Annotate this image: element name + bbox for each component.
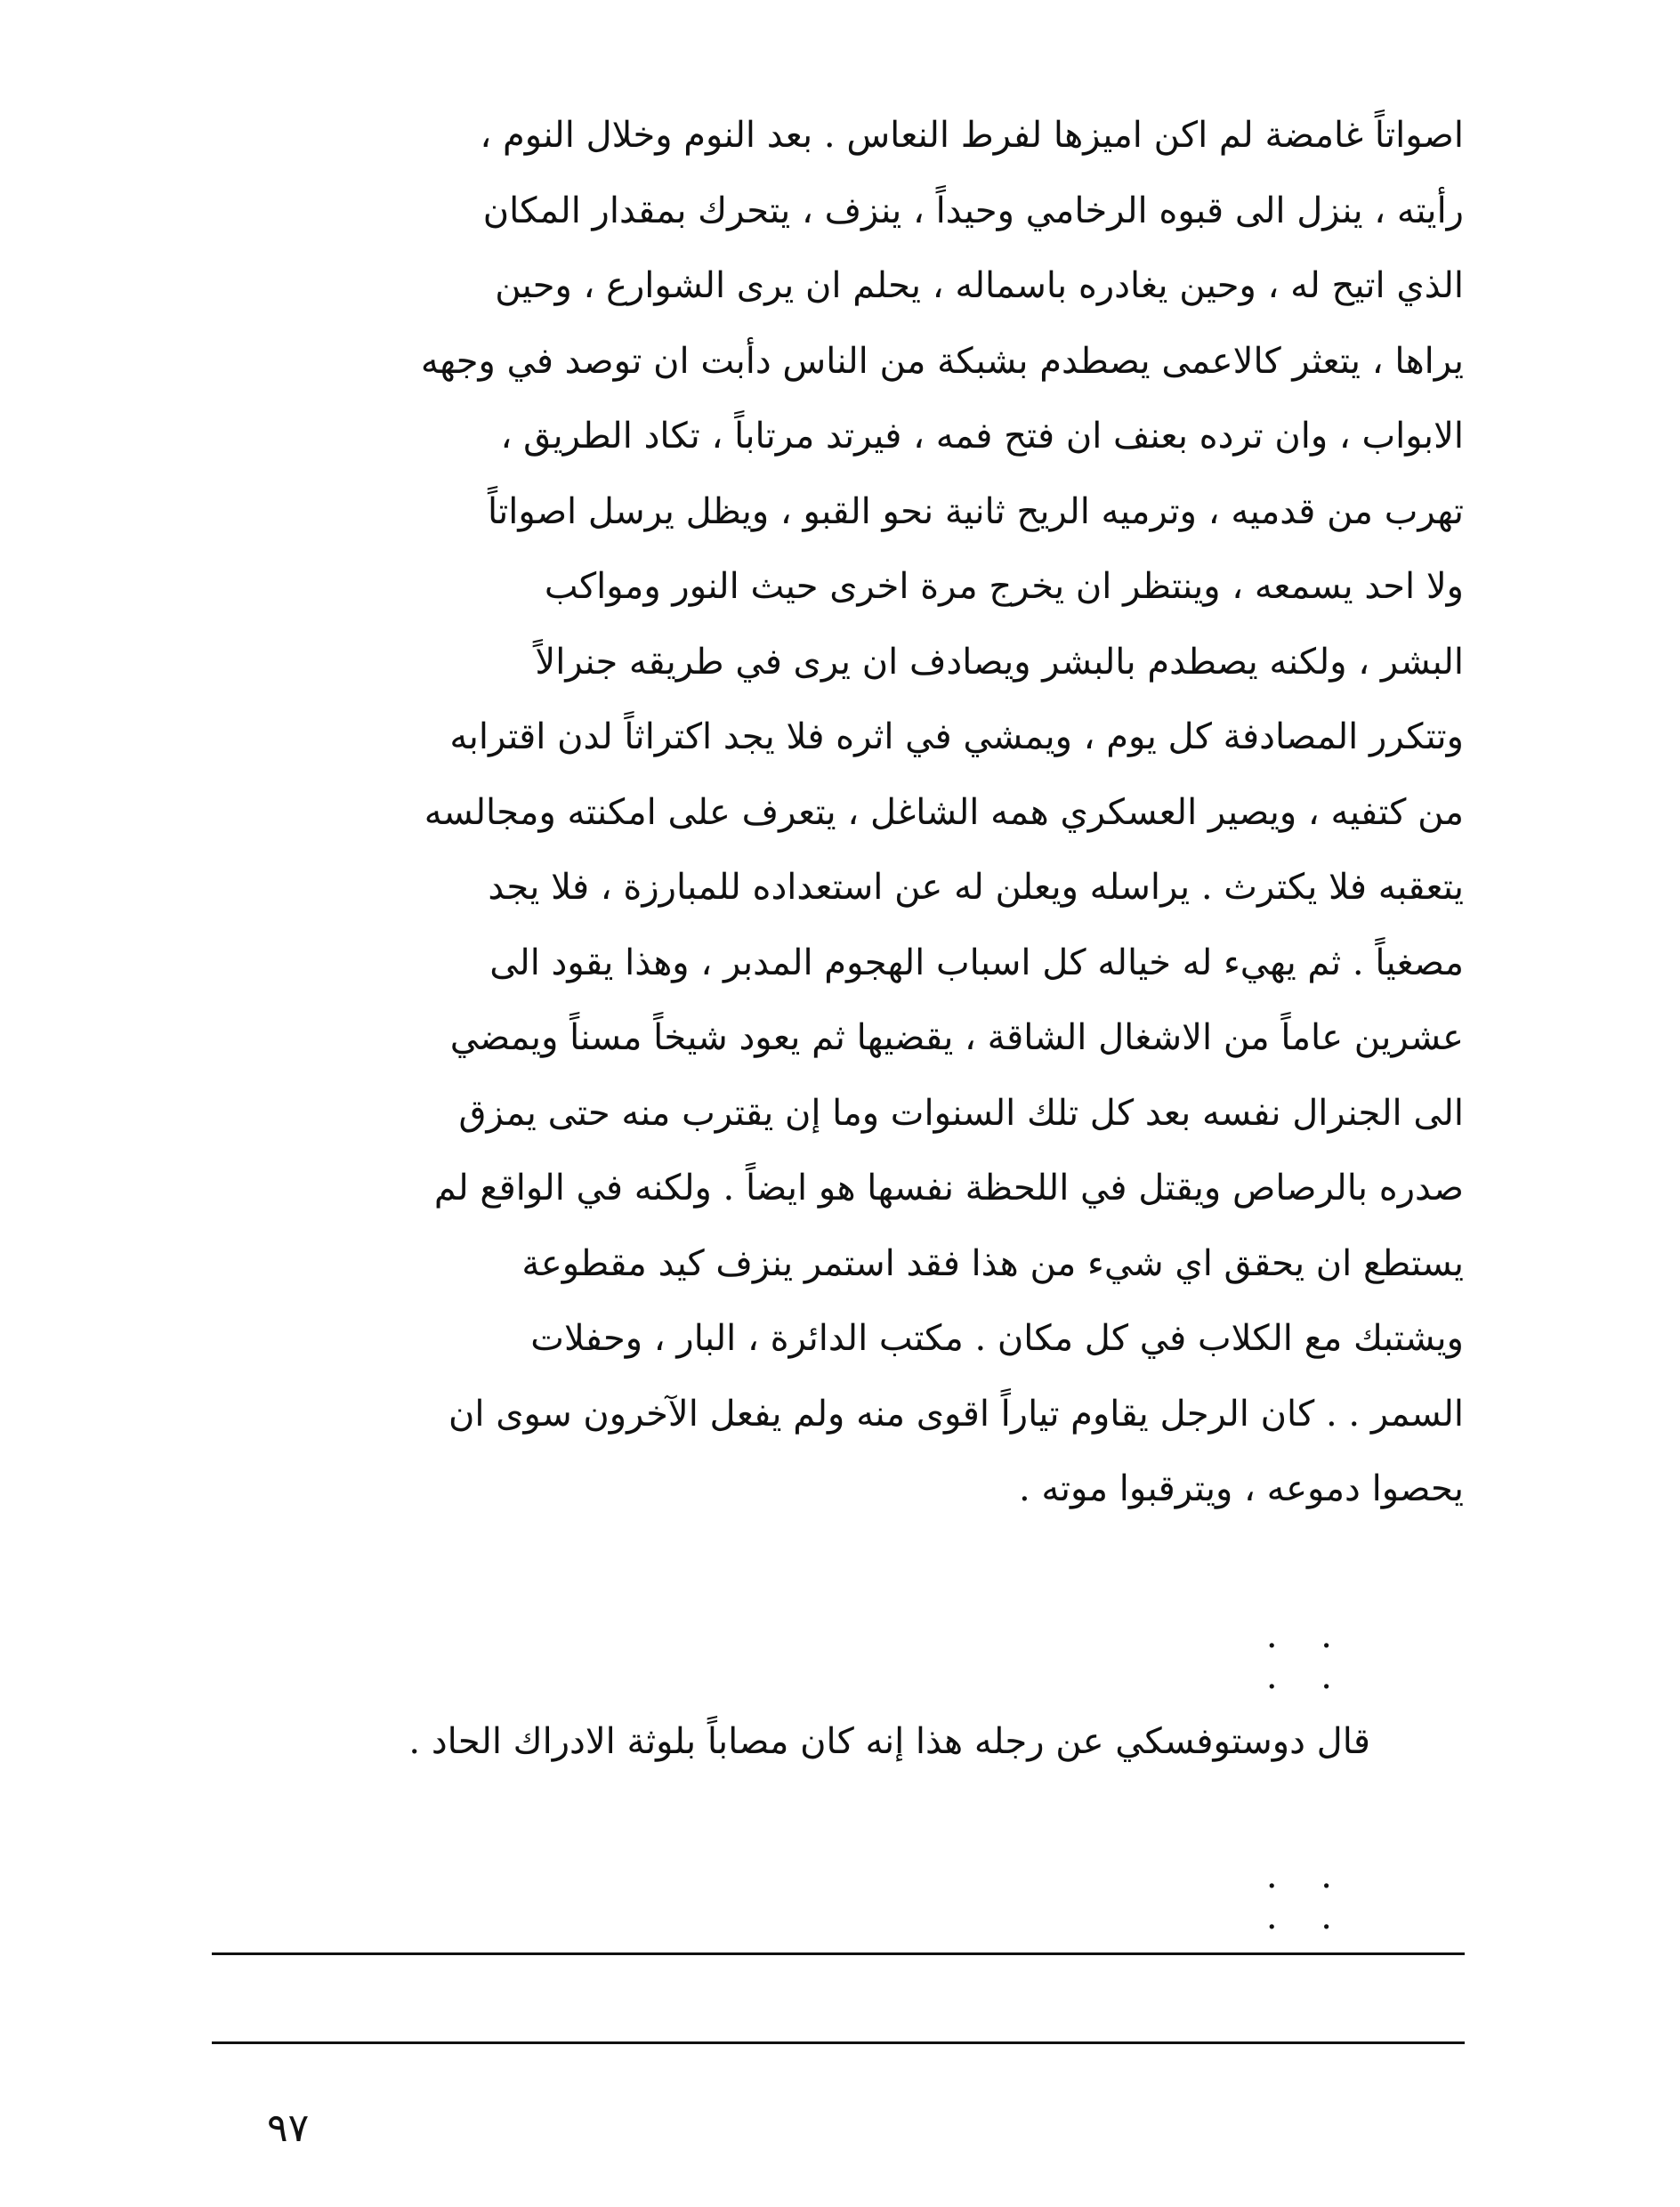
horizontal-rule: [212, 2041, 1465, 2044]
paragraph-line: يراها ، يتعثر كالاعمى يصطدم بشبكة من الناس دأبت ان توصد في وجهه: [420, 340, 1464, 382]
paragraph-line: مصغياً . ثم يهيء له خياله كل اسباب الهجوم المدبر ، وهذا يقود الى: [489, 942, 1464, 983]
page-number: ٩٧: [267, 2106, 310, 2151]
paragraph-line: ويشتبك مع الكلاب في كل مكان . مكتب الدائرة ، البار ، وحفلات: [530, 1318, 1464, 1359]
paragraph-line: عشرين عاماً من الاشغال الشاقة ، يقضيها ثم يعود شيخاً مسناً ويمضي: [449, 1017, 1464, 1058]
paragraph-line: من كتفيه ، ويصير العسكري همه الشاغل ، يتعرف على امكنته ومجالسه: [424, 791, 1464, 833]
section-separator-dots: . . . .: [1265, 1615, 1348, 1697]
paragraph-line: يتعقبه فلا يكترث . يراسله ويعلن له عن استعداده للمبارزة ، فلا يجد: [488, 867, 1464, 908]
paragraph-line: اصواتاً غامضة لم اكن اميزها لفرط النعاس . بعد النوم وخلال النوم ،: [480, 115, 1464, 156]
paragraph-line: يستطع ان يحقق اي شيء من هذا فقد استمر ينزف كيد مقطوعة: [521, 1242, 1464, 1284]
paragraph-line: الابواب ، وان ترده بعنف ان فتح فمه ، فيرتد مرتاباً ، تكاد الطريق ،: [500, 416, 1464, 457]
paragraph-line: البشر ، ولكنه يصطدم بالبشر ويصادف ان يرى في طريقه جنرالاً: [535, 641, 1464, 683]
paragraph-line: رأيته ، ينزل الى قبوه الرخامي وحيداً ، ينزف ، يتحرك بمقدار المكان: [482, 190, 1464, 231]
paragraph-line: وتتكرر المصادفة كل يوم ، ويمشي في اثره فلا يجد اكتراثاً لدن اقترابه: [449, 716, 1464, 757]
paragraph-line: ولا احد يسمعه ، وينتظر ان يخرج مرة اخرى حيث النور ومواكب: [544, 566, 1464, 607]
paragraph-line: يحصوا دموعه ، ويترقبوا موته .: [1018, 1468, 1464, 1509]
horizontal-rule: [212, 1952, 1465, 1955]
paragraph-line: السمر . . كان الرجل يقاوم تياراً اقوى منه ولم يفعل الآخرون سوى ان: [448, 1393, 1464, 1435]
paragraph-line: الى الجنرال نفسه بعد كل تلك السنوات وما إن يقترب منه حتى يمزق: [458, 1092, 1464, 1134]
paragraph-line: تهرب من قدميه ، وترميه الريح ثانية نحو القبو ، ويظل يرسل اصواتاً: [487, 490, 1464, 532]
section-separator-dots: . . . .: [1265, 1855, 1348, 1937]
paragraph-line: الذي اتيح له ، وحين يغادره باسماله ، يحلم ان يرى الشوارع ، وحين: [495, 265, 1464, 306]
main-paragraph: [222, 98, 1464, 1527]
quote-line: قال دوستوفسكي عن رجله هذا إنه كان مصاباً بلوثة الادراك الحاد .: [408, 1721, 1370, 1762]
paragraph-line: صدره بالرصاص ويقتل في اللحظة نفسها هو ايضاً . ولكنه في الواقع لم: [433, 1168, 1464, 1209]
